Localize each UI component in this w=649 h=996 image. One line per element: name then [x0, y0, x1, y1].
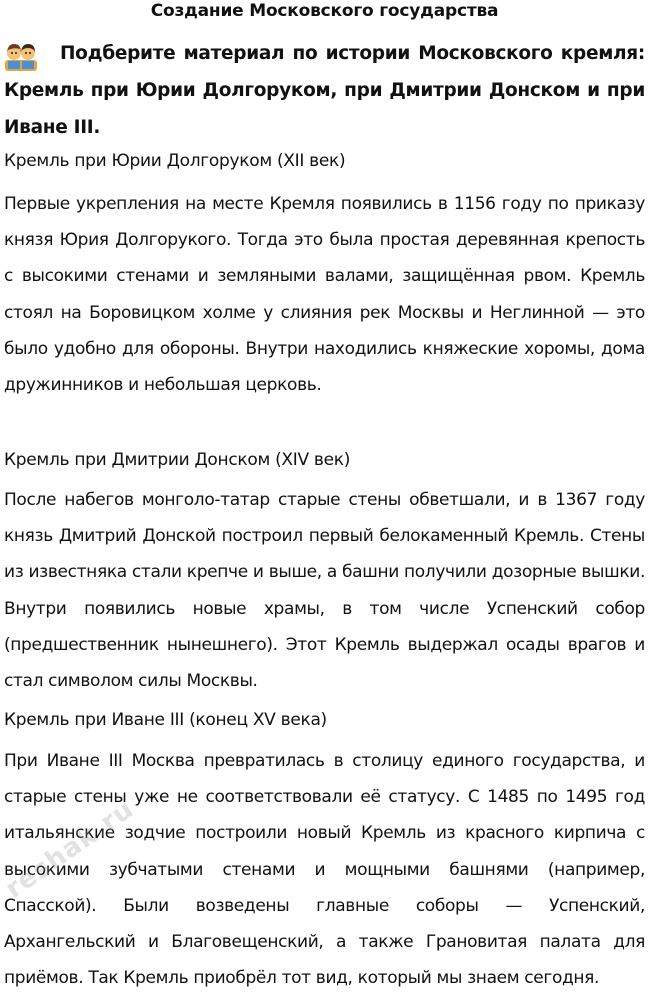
watermark-logo: reshak.ru [0, 794, 140, 905]
document-title: Создание Московского государства [150, 1, 499, 21]
section-text: При Иване III Москва превратилась в столицу единого государства, и старые стены уже не соответствовали её статусу. С 1485 по 1495 год итальянские зодчие построили новый Кремль из красного кирпича с высокими зубчатыми стенами и мощными башнями (например, Спасской). Были возведены главные соборы — Успенский, Архангельский и Благовещенский, а также Грановитая палата для приёмов. Так Кремль приобрёл тот вид, который мы знаем сегодня. [4, 751, 645, 989]
section-text: После набегов монголо-татар старые стены обветшали, и в 1367 году князь Дмитрий Донской построил первый белокаменный Кремль. Стены из известняка стали крепче и выше, а башни получили дозорные вышки. Внутри появились новые храмы, в том числе Успенский собор (предшественник нынешнего). Этот Кремль выдержал осады врагов и стал символом силы Москвы. [4, 490, 645, 692]
section-heading: Кремль при Юрии Долгоруком (XII век) [4, 151, 346, 171]
section-text: Первые укрепления на месте Кремля появились в 1156 году по приказу князя Юрия Долгорукого. Тогда это была простая деревянная крепость с высокими стенами и земляными валами, защищённая рвом. Кремль стоял на Боровицком холме у слияния рек Москвы и Неглинной — это было удобно для обороны. Внутри находились княжеские хоромы, дома дружинников и небольшая церковь. [4, 194, 645, 396]
task-text: Подберите материал по истории Московского кремля: Кремль при Юрии Долгоруком, при Дмитрии Донском и при Иване III. [4, 43, 645, 138]
section-heading: Кремль при Дмитрии Донском (XIV век) [4, 450, 351, 470]
section-heading: Кремль при Иване III (конец XV века) [4, 710, 327, 730]
